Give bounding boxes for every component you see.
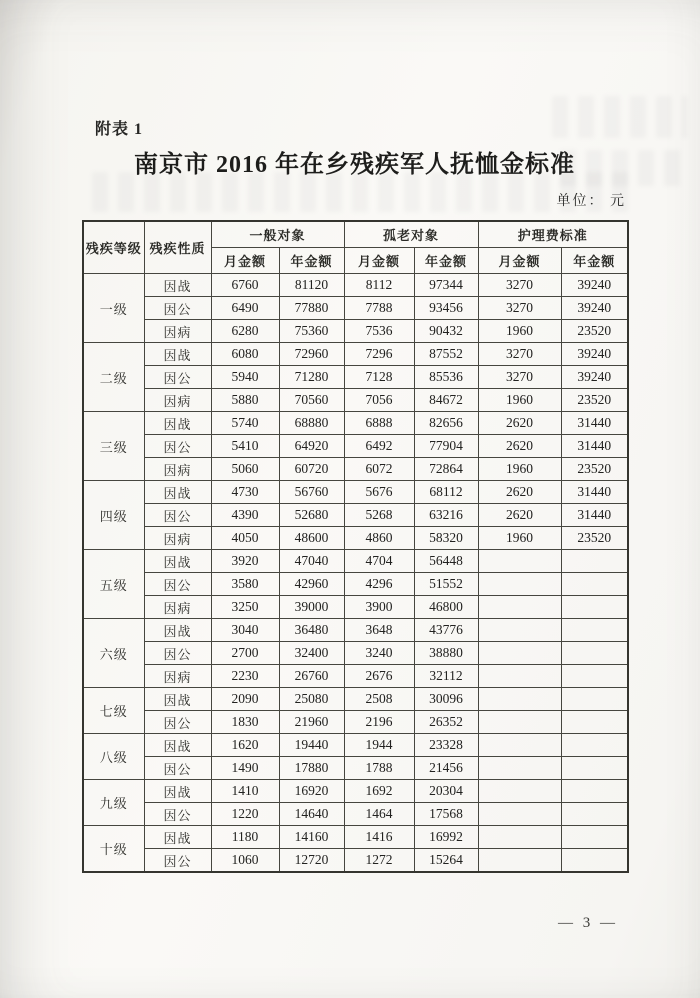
disability-nature-cell: 因公 (144, 642, 211, 665)
amount-cell: 75360 (279, 320, 344, 343)
amount-cell: 8112 (344, 274, 414, 297)
amount-cell (478, 619, 561, 642)
amount-cell: 72960 (279, 343, 344, 366)
header-disability-nature: 残疾性质 (144, 221, 211, 274)
amount-cell: 6490 (211, 297, 279, 320)
amount-cell: 1620 (211, 734, 279, 757)
amount-cell: 1220 (211, 803, 279, 826)
amount-cell: 32112 (414, 665, 478, 688)
amount-cell: 84672 (414, 389, 478, 412)
amount-cell: 26760 (279, 665, 344, 688)
amount-cell: 3240 (344, 642, 414, 665)
amount-cell (561, 573, 628, 596)
table-row (83, 711, 628, 734)
amount-cell: 6760 (211, 274, 279, 297)
amount-cell: 63216 (414, 504, 478, 527)
table-row (83, 734, 628, 757)
disability-nature-cell: 因病 (144, 596, 211, 619)
table-row (83, 412, 628, 435)
amount-cell: 6280 (211, 320, 279, 343)
amount-cell (478, 665, 561, 688)
amount-cell: 72864 (414, 458, 478, 481)
header-monthly-amount: 月金额 (211, 248, 279, 274)
amount-cell: 7128 (344, 366, 414, 389)
pension-table (82, 220, 629, 873)
amount-cell: 39240 (561, 274, 628, 297)
amount-cell: 68880 (279, 412, 344, 435)
amount-cell: 82656 (414, 412, 478, 435)
amount-cell (561, 596, 628, 619)
amount-cell (478, 734, 561, 757)
table-row (83, 642, 628, 665)
header-yearly-amount: 年金额 (561, 248, 628, 274)
amount-cell: 77904 (414, 435, 478, 458)
disability-level-cell: 八级 (83, 734, 144, 780)
amount-cell (561, 780, 628, 803)
table-row (83, 458, 628, 481)
amount-cell: 97344 (414, 274, 478, 297)
document-title: 南京市 2016 年在乡残疾军人抚恤金标准 (134, 152, 575, 178)
header-disability-level: 残疾等级 (83, 221, 144, 274)
amount-cell: 2508 (344, 688, 414, 711)
amount-cell (561, 803, 628, 826)
amount-cell: 4050 (211, 527, 279, 550)
disability-nature-cell: 因公 (144, 366, 211, 389)
amount-cell: 2620 (478, 481, 561, 504)
header-monthly-amount: 月金额 (478, 248, 561, 274)
amount-cell: 4730 (211, 481, 279, 504)
table-row (83, 826, 628, 849)
amount-cell: 21456 (414, 757, 478, 780)
amount-cell (561, 642, 628, 665)
disability-level-cell: 七级 (83, 688, 144, 734)
amount-cell: 36480 (279, 619, 344, 642)
amount-cell (478, 711, 561, 734)
amount-cell: 71280 (279, 366, 344, 389)
amount-cell: 6492 (344, 435, 414, 458)
amount-cell: 2230 (211, 665, 279, 688)
amount-cell: 2090 (211, 688, 279, 711)
table-row (83, 757, 628, 780)
disability-nature-cell: 因战 (144, 780, 211, 803)
table-row (83, 481, 628, 504)
table-row (83, 665, 628, 688)
amount-cell: 23520 (561, 389, 628, 412)
table-row (83, 343, 628, 366)
table-header (83, 221, 628, 274)
amount-cell: 1272 (344, 849, 414, 873)
table-row (83, 297, 628, 320)
amount-cell: 15264 (414, 849, 478, 873)
table-row (83, 780, 628, 803)
amount-cell: 51552 (414, 573, 478, 596)
amount-cell: 31440 (561, 504, 628, 527)
amount-cell: 3250 (211, 596, 279, 619)
amount-cell (561, 849, 628, 873)
amount-cell: 58320 (414, 527, 478, 550)
amount-cell: 3900 (344, 596, 414, 619)
amount-cell (561, 826, 628, 849)
table-body (83, 274, 628, 873)
disability-level-cell: 三级 (83, 412, 144, 481)
amount-cell: 5410 (211, 435, 279, 458)
amount-cell (478, 573, 561, 596)
table-row (83, 504, 628, 527)
amount-cell: 43776 (414, 619, 478, 642)
amount-cell: 19440 (279, 734, 344, 757)
amount-cell (561, 734, 628, 757)
amount-cell: 1788 (344, 757, 414, 780)
amount-cell: 4296 (344, 573, 414, 596)
bleed-through-smudge (552, 96, 687, 138)
amount-cell (478, 826, 561, 849)
amount-cell: 16920 (279, 780, 344, 803)
disability-nature-cell: 因战 (144, 688, 211, 711)
disability-nature-cell: 因公 (144, 803, 211, 826)
amount-cell: 6888 (344, 412, 414, 435)
amount-cell: 93456 (414, 297, 478, 320)
amount-cell (478, 849, 561, 873)
amount-cell: 5740 (211, 412, 279, 435)
table-row (83, 527, 628, 550)
amount-cell: 48600 (279, 527, 344, 550)
disability-nature-cell: 因战 (144, 826, 211, 849)
amount-cell: 3920 (211, 550, 279, 573)
amount-cell: 60720 (279, 458, 344, 481)
amount-cell: 47040 (279, 550, 344, 573)
amount-cell: 56448 (414, 550, 478, 573)
amount-cell: 39240 (561, 297, 628, 320)
amount-cell (478, 780, 561, 803)
disability-nature-cell: 因公 (144, 711, 211, 734)
amount-cell: 52680 (279, 504, 344, 527)
disability-nature-cell: 因战 (144, 550, 211, 573)
disability-nature-cell: 因战 (144, 619, 211, 642)
disability-nature-cell: 因病 (144, 527, 211, 550)
table-annotation: 附表 1 (95, 121, 144, 138)
amount-cell: 6072 (344, 458, 414, 481)
disability-nature-cell: 因战 (144, 481, 211, 504)
disability-level-cell: 二级 (83, 343, 144, 412)
amount-cell: 1692 (344, 780, 414, 803)
amount-cell: 1960 (478, 527, 561, 550)
disability-nature-cell: 因公 (144, 757, 211, 780)
amount-cell: 1410 (211, 780, 279, 803)
table-row (83, 596, 628, 619)
amount-cell: 5940 (211, 366, 279, 389)
table-row (83, 849, 628, 873)
amount-cell: 16992 (414, 826, 478, 849)
header-group-general: 一般对象 (211, 221, 344, 248)
disability-level-cell: 九级 (83, 780, 144, 826)
amount-cell: 1830 (211, 711, 279, 734)
amount-cell (478, 596, 561, 619)
amount-cell: 2700 (211, 642, 279, 665)
amount-cell: 56760 (279, 481, 344, 504)
page-number: — 3 — (558, 915, 618, 931)
amount-cell: 3648 (344, 619, 414, 642)
amount-cell: 23328 (414, 734, 478, 757)
amount-cell: 23520 (561, 320, 628, 343)
amount-cell: 14160 (279, 826, 344, 849)
amount-cell (561, 550, 628, 573)
amount-cell: 70560 (279, 389, 344, 412)
unit-label: 单位： 元 (556, 194, 626, 209)
amount-cell: 31440 (561, 412, 628, 435)
table-row (83, 619, 628, 642)
amount-cell: 39000 (279, 596, 344, 619)
disability-nature-cell: 因病 (144, 665, 211, 688)
disability-nature-cell: 因公 (144, 435, 211, 458)
disability-level-cell: 十级 (83, 826, 144, 873)
amount-cell: 4860 (344, 527, 414, 550)
amount-cell: 87552 (414, 343, 478, 366)
amount-cell: 46800 (414, 596, 478, 619)
amount-cell: 1960 (478, 458, 561, 481)
disability-nature-cell: 因公 (144, 573, 211, 596)
amount-cell: 77880 (279, 297, 344, 320)
header-group-elderly-alone: 孤老对象 (344, 221, 478, 248)
amount-cell (561, 757, 628, 780)
amount-cell: 5676 (344, 481, 414, 504)
amount-cell: 38880 (414, 642, 478, 665)
amount-cell: 3580 (211, 573, 279, 596)
amount-cell: 4390 (211, 504, 279, 527)
disability-level-cell: 四级 (83, 481, 144, 550)
amount-cell: 17880 (279, 757, 344, 780)
table-row (83, 320, 628, 343)
amount-cell (478, 550, 561, 573)
amount-cell: 1416 (344, 826, 414, 849)
amount-cell: 7056 (344, 389, 414, 412)
amount-cell: 4704 (344, 550, 414, 573)
table-row (83, 435, 628, 458)
table-row (83, 550, 628, 573)
disability-level-cell: 六级 (83, 619, 144, 688)
amount-cell: 39240 (561, 366, 628, 389)
amount-cell: 2196 (344, 711, 414, 734)
amount-cell: 85536 (414, 366, 478, 389)
amount-cell: 6080 (211, 343, 279, 366)
disability-nature-cell: 因公 (144, 297, 211, 320)
header-group-nursing-fee: 护理费标准 (478, 221, 628, 248)
amount-cell: 23520 (561, 527, 628, 550)
amount-cell: 30096 (414, 688, 478, 711)
amount-cell: 23520 (561, 458, 628, 481)
amount-cell: 2620 (478, 504, 561, 527)
amount-cell: 5060 (211, 458, 279, 481)
table-row (83, 366, 628, 389)
amount-cell (561, 711, 628, 734)
disability-nature-cell: 因战 (144, 274, 211, 297)
amount-cell (561, 665, 628, 688)
amount-cell: 20304 (414, 780, 478, 803)
amount-cell: 1060 (211, 849, 279, 873)
table-row (83, 573, 628, 596)
amount-cell: 42960 (279, 573, 344, 596)
header-monthly-amount: 月金额 (344, 248, 414, 274)
amount-cell: 3270 (478, 274, 561, 297)
amount-cell: 31440 (561, 481, 628, 504)
amount-cell: 1944 (344, 734, 414, 757)
disability-nature-cell: 因战 (144, 343, 211, 366)
amount-cell: 7296 (344, 343, 414, 366)
amount-cell: 3270 (478, 297, 561, 320)
amount-cell: 39240 (561, 343, 628, 366)
table-row (83, 389, 628, 412)
amount-cell: 7788 (344, 297, 414, 320)
amount-cell: 21960 (279, 711, 344, 734)
table-row (83, 274, 628, 297)
disability-level-cell: 五级 (83, 550, 144, 619)
amount-cell (478, 688, 561, 711)
amount-cell: 1180 (211, 826, 279, 849)
disability-nature-cell: 因病 (144, 320, 211, 343)
amount-cell: 25080 (279, 688, 344, 711)
disability-nature-cell: 因病 (144, 458, 211, 481)
amount-cell: 3270 (478, 343, 561, 366)
amount-cell: 7536 (344, 320, 414, 343)
amount-cell: 3040 (211, 619, 279, 642)
amount-cell: 14640 (279, 803, 344, 826)
amount-cell: 1464 (344, 803, 414, 826)
amount-cell: 26352 (414, 711, 478, 734)
amount-cell: 2620 (478, 412, 561, 435)
amount-cell (561, 619, 628, 642)
amount-cell: 32400 (279, 642, 344, 665)
amount-cell: 64920 (279, 435, 344, 458)
amount-cell: 5268 (344, 504, 414, 527)
amount-cell (478, 642, 561, 665)
amount-cell: 68112 (414, 481, 478, 504)
disability-nature-cell: 因战 (144, 734, 211, 757)
amount-cell (561, 688, 628, 711)
amount-cell (478, 803, 561, 826)
amount-cell (478, 757, 561, 780)
amount-cell: 90432 (414, 320, 478, 343)
disability-nature-cell: 因战 (144, 412, 211, 435)
disability-level-cell: 一级 (83, 274, 144, 343)
amount-cell: 1960 (478, 389, 561, 412)
header-yearly-amount: 年金额 (414, 248, 478, 274)
amount-cell: 2676 (344, 665, 414, 688)
amount-cell: 31440 (561, 435, 628, 458)
amount-cell: 12720 (279, 849, 344, 873)
table-row (83, 688, 628, 711)
table-row (83, 803, 628, 826)
amount-cell: 5880 (211, 389, 279, 412)
amount-cell: 2620 (478, 435, 561, 458)
amount-cell: 1960 (478, 320, 561, 343)
disability-nature-cell: 因公 (144, 849, 211, 873)
amount-cell: 17568 (414, 803, 478, 826)
amount-cell: 3270 (478, 366, 561, 389)
amount-cell: 81120 (279, 274, 344, 297)
disability-nature-cell: 因病 (144, 389, 211, 412)
disability-nature-cell: 因公 (144, 504, 211, 527)
amount-cell: 1490 (211, 757, 279, 780)
header-yearly-amount: 年金额 (279, 248, 344, 274)
